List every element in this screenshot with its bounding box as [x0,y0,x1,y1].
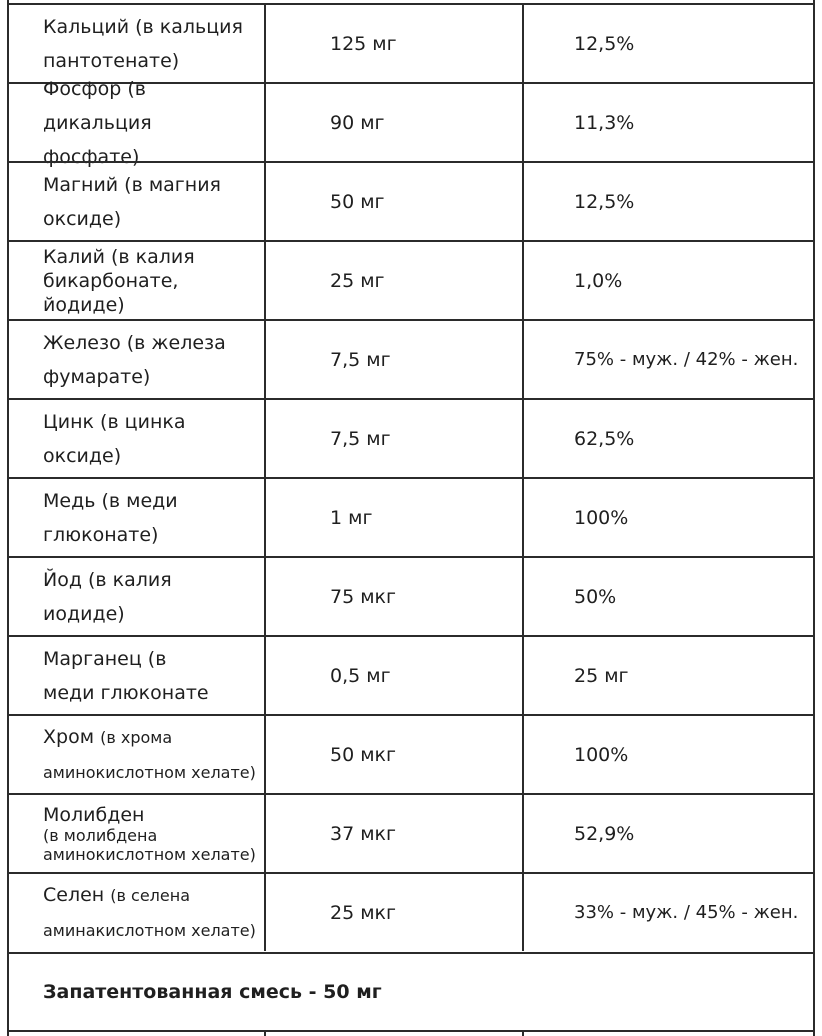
nutrient-name: Магний (в магния оксиде) [43,173,221,230]
nutrient-name-main: Молибден [43,803,145,826]
proprietary-blend-title: Запатентованная смесь - 50 мг [43,981,382,1003]
nutrient-amount: 25 мг [330,269,385,292]
nutrient-name [43,720,258,790]
nutrient-percent: 12,5% [574,32,635,55]
nutrient-name-main: Селен [43,883,105,906]
column-divider [264,1030,266,1036]
table-row [7,556,815,635]
nutrient-percent: 11,3% [574,111,635,134]
proprietary-blend-row [7,952,815,1032]
nutrient-name: Железо (в железа фумарате) [43,331,226,388]
nutrient-name: Калий (в калия бикарбонате, йодиде) [43,245,195,316]
nutrient-percent: 33% - муж. / 45% - жен. [574,902,799,923]
nutrient-name: Медь (в меди глюконате) [43,489,178,546]
nutrient-name: Марганец (в меди глюконате [43,647,209,704]
column-divider [522,1030,524,1036]
table-row [7,714,815,793]
nutrient-percent: 12,5% [574,190,635,213]
table-row [7,635,815,714]
nutrient-amount: 7,5 мг [330,348,391,371]
nutrient-amount: 0,5 мг [330,664,391,687]
nutrient-amount: 37 мкг [330,822,397,845]
nutrient-percent: 1,0% [574,269,623,292]
nutrient-percent: 75% - муж. / 42% - жен. [574,349,799,370]
nutrient-percent: 25 мг [574,664,629,687]
nutrient-name-main: Хром [43,725,95,748]
nutrient-name: Цинк (в цинка оксиде) [43,410,186,467]
table-row [7,319,815,398]
nutrient-name-sub: (в селена аминакислотном хелате) [43,885,256,940]
nutrient-name: Фосфор (в дикальция фосфате) [43,77,152,168]
nutrient-name: Йод (в калия иодиде) [43,568,172,625]
nutrient-percent: 50% [574,585,617,608]
nutrient-amount: 25 мкг [330,901,397,924]
table-row [7,240,815,319]
table-row [7,872,815,951]
nutrient-amount: 50 мг [330,190,385,213]
nutrient-name [43,804,258,864]
nutrient-percent: 100% [574,743,629,766]
nutrient-percent: 100% [574,506,629,529]
nutrient-name-sub: (в молибдена аминокислотном хелате) [43,825,256,864]
nutrient-amount: 75 мкг [330,585,397,608]
table-row [7,161,815,240]
table-row [7,477,815,556]
nutrient-name-sub: (в хрома аминокислотном хелате) [43,727,256,782]
nutrient-percent: 52,9% [574,822,635,845]
nutrient-name: Кальций (в кальция пантотенате) [43,15,243,72]
nutrient-percent: 62,5% [574,427,635,450]
table-row [7,793,815,872]
nutrient-amount: 125 мг [330,32,397,55]
table-row [7,3,815,82]
nutrient-name [43,878,258,948]
nutrient-amount: 7,5 мг [330,427,391,450]
nutrient-amount: 1 мг [330,506,373,529]
nutrient-amount: 90 мг [330,111,385,134]
table-row [7,398,815,477]
nutrient-amount: 50 мкг [330,743,397,766]
table-row [7,77,815,168]
